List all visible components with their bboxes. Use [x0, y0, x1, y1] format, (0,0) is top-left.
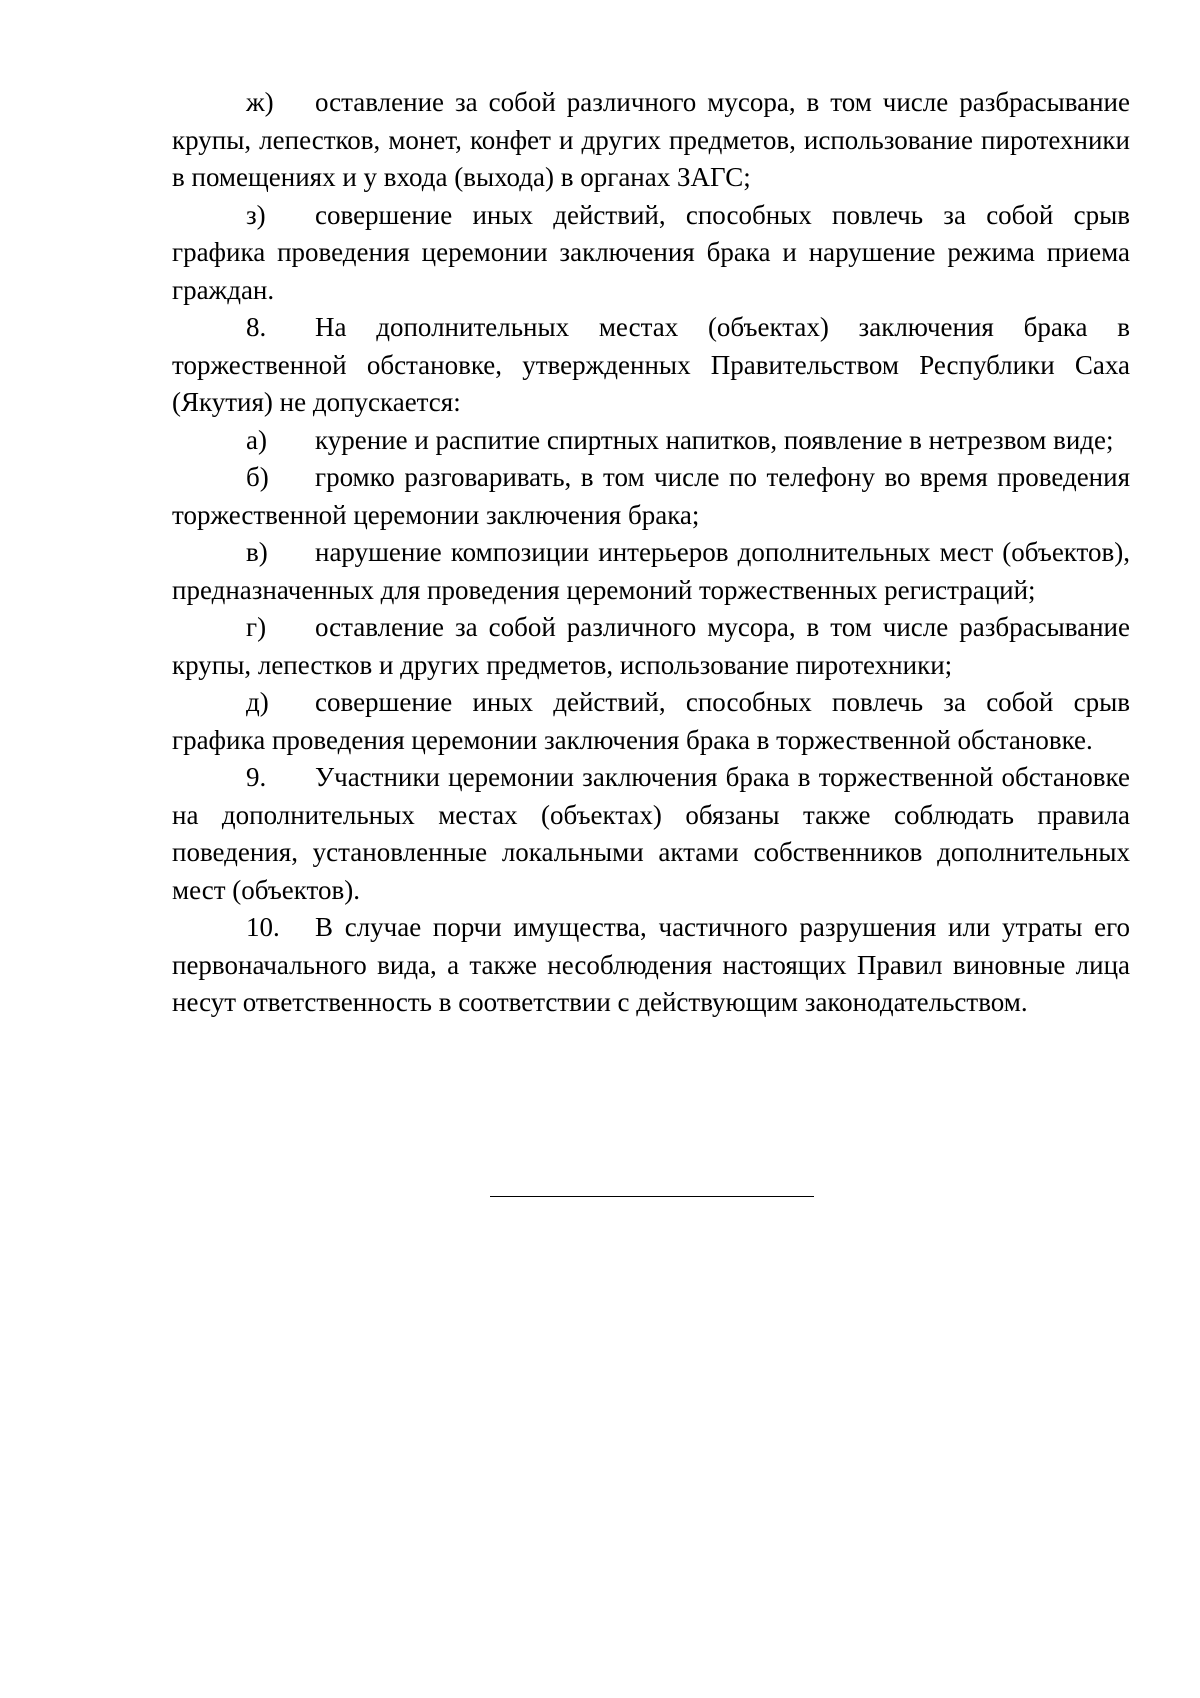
clause-number: 8.: [246, 312, 267, 342]
item-marker: б): [246, 462, 269, 492]
clause-8: [172, 309, 1130, 422]
item-text: оставление за собой различного мусора, в том числе разбрасывание крупы, лепестков, монет, конфет и других предметов, использование пиротехники в помещениях и у входа (выхода) в органах ЗАГС;: [172, 87, 1130, 192]
item-text: совершение иных действий, способных повлечь за собой срыв графика проведения церемонии заключения брака и нарушение режима приема граждан.: [172, 199, 1130, 305]
end-separator-line: [490, 1196, 814, 1197]
clause-text: В случае порчи имущества, частичного разрушения или утраты его первоначального вида, а также несоблюдения настоящих Правил виновные лица несут ответственность в соответствии с действующим законодательством.: [172, 912, 1130, 1017]
item-text: оставление за собой различного мусора, в том числе разбрасывание крупы, лепестков и других предметов, использование пиротехники;: [172, 612, 1130, 680]
list-item-v: [172, 534, 1130, 609]
item-marker: ж): [246, 87, 274, 117]
clause-9: [172, 759, 1130, 909]
list-item-zh: [172, 84, 1130, 197]
item-marker: а): [246, 424, 267, 455]
item-text: курение и распитие спиртных напитков, появление в нетрезвом виде;: [315, 424, 1114, 455]
document-body: [172, 84, 1130, 1022]
list-item-g: [172, 609, 1130, 684]
list-item-b: [172, 459, 1130, 534]
item-text: громко разговаривать, в том числе по телефону во время проведения торжественной церемонии заключения брака;: [172, 462, 1130, 530]
list-item-z: [172, 197, 1130, 310]
clause-text: На дополнительных местах (объектах) заключения брака в торжественной обстановке, утвержденных Правительством Республики Саха (Якутия) не допускается:: [172, 312, 1130, 417]
list-item-a: [172, 422, 1130, 460]
item-marker: д): [246, 687, 269, 717]
clause-number: 10.: [246, 912, 280, 942]
item-text: совершение иных действий, способных повлечь за собой срыв графика проведения церемонии заключения брака в торжественной обстановке.: [172, 687, 1130, 755]
item-text: нарушение композиции интерьеров дополнительных мест (объектов), предназначенных для проведения церемоний торжественных регистраций;: [172, 537, 1130, 605]
list-item-d: [172, 684, 1130, 759]
item-marker: в): [246, 537, 268, 567]
clause-10: [172, 909, 1130, 1022]
clause-number: 9.: [246, 762, 267, 792]
item-marker: з): [246, 199, 266, 230]
item-marker: г): [246, 612, 267, 642]
clause-text: Участники церемонии заключения брака в торжественной обстановке на дополнительных местах (объектах) обязаны также соблюдать правила поведения, установленные локальными актами собственников дополнительных мест (объектов).: [172, 762, 1130, 905]
